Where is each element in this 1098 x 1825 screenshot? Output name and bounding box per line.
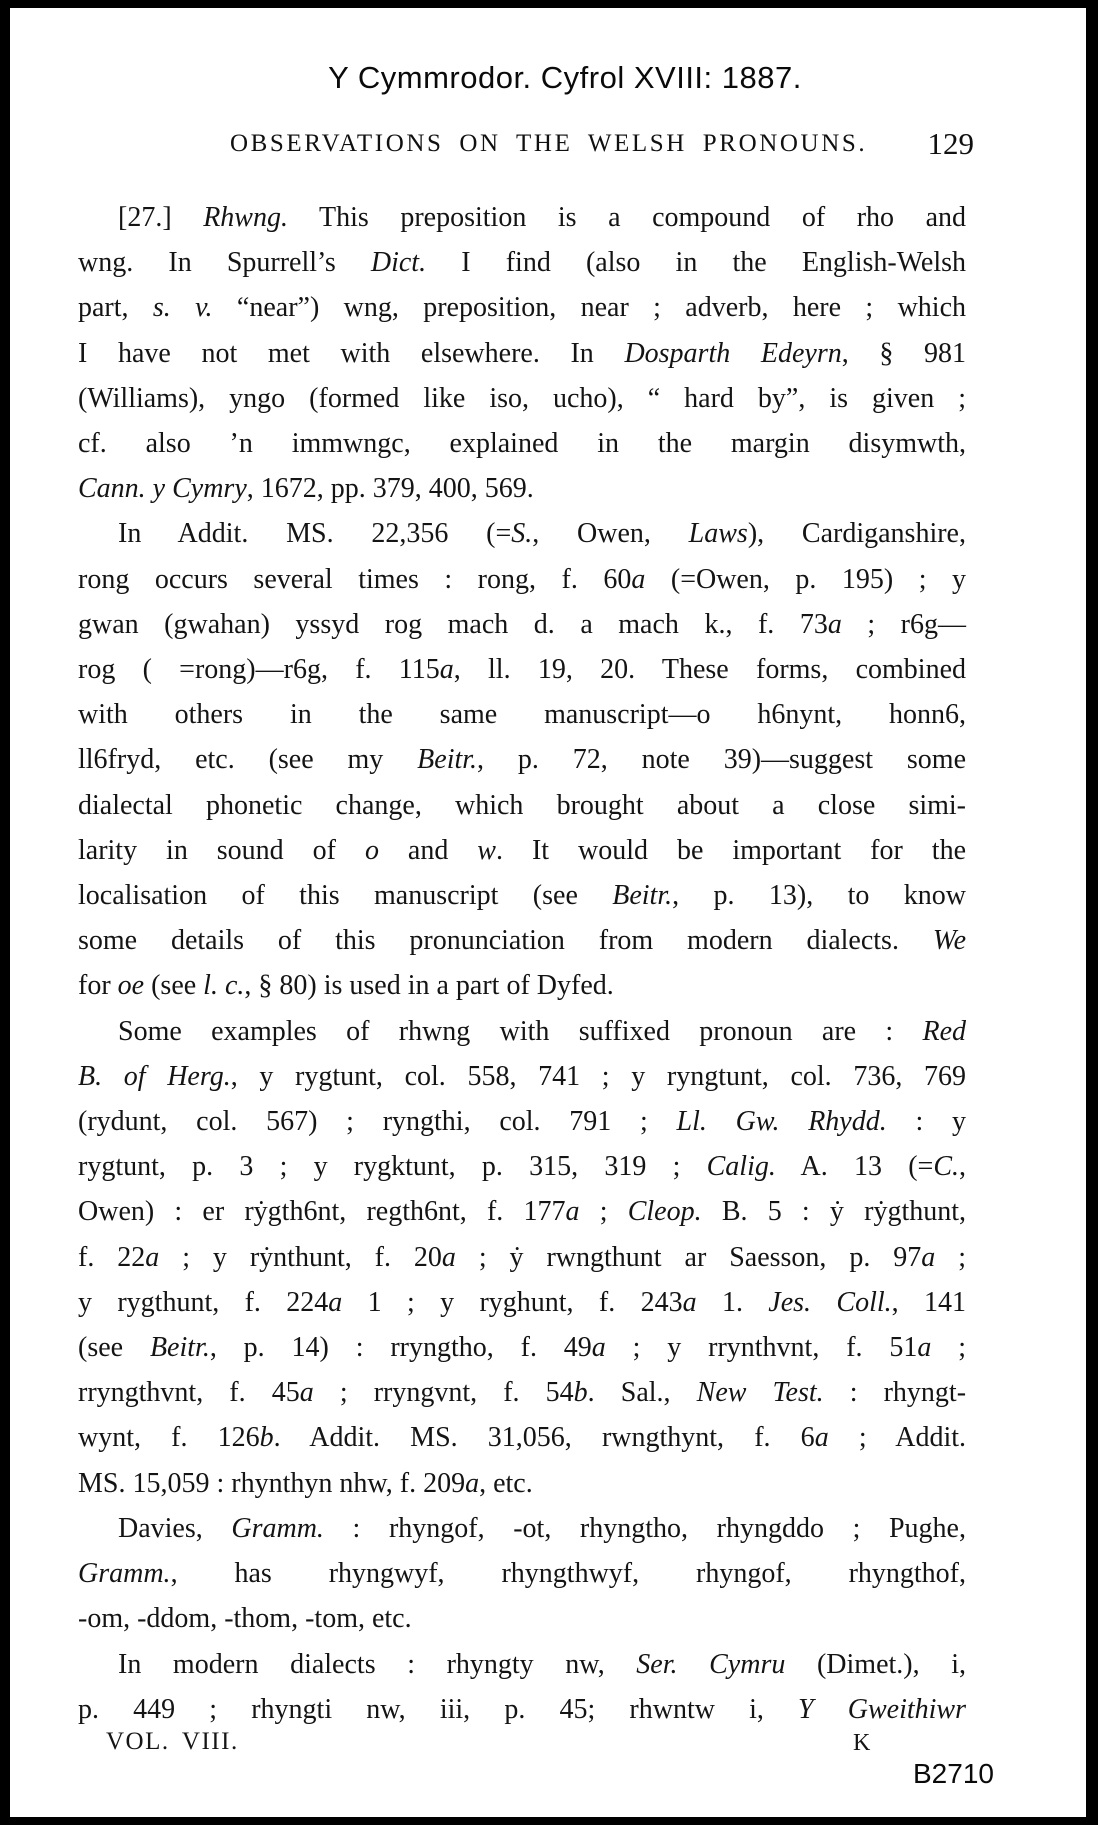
text-line: (see Beitr., p. 14) : rryngtho, f. 49a ; y rrynthvnt, f. 51a ; (78, 1332, 967, 1364)
paragraph (78, 511, 966, 1008)
text-line: gwan (gwahan) yssyd rog mach d. a mach k., f. 73a ; r6g— (78, 608, 966, 640)
text-line: rong occurs several times : rong, f. 60a (=Owen, p. 195) ; y (78, 563, 966, 595)
text-line: (Williams), yngo (formed like iso, ucho), “ hard by”, is given ; (78, 382, 966, 414)
text-line: y rygthunt, f. 224a 1 ; y ryghunt, f. 243a 1. Jes. Coll., 141 (78, 1286, 966, 1318)
text-line: larity in sound of o and w. It would be important for the (78, 834, 966, 866)
footer-volume: VOL. VIII. (106, 1728, 239, 1755)
text-line: part, s. v. “near”) wng, preposition, near ; adverb, here ; which (78, 292, 966, 324)
text-line: some details of this pronunciation from modern dialects. We (78, 925, 966, 957)
text-line: with others in the same manuscript—o h6nynt, honn6, (78, 699, 966, 731)
text-line: B. of Herg., y rygtunt, col. 558, 741 ; y ryngtunt, col. 736, 769 (78, 1060, 966, 1092)
text-line: In modern dialects : rhyngty nw, Ser. Cymru (Dimet.), i, (118, 1648, 966, 1680)
footer-row (78, 1728, 980, 1760)
text-line: MS. 15,059 : rhynthyn nhw, f. 209a, etc. (78, 1467, 533, 1499)
text-line: localisation of this manuscript (see Beitr., p. 13), to know (78, 880, 966, 912)
text-line: p. 449 ; rhyngti nw, iii, p. 45; rhwntw i, Y Gweithiwr (78, 1693, 966, 1725)
paragraph (78, 1009, 966, 1506)
text-line: Some examples of rhwng with suffixed pronoun are : Red (118, 1015, 966, 1047)
text-line: rog ( =rong)—r6g, f. 115a, ll. 19, 20. These forms, combined (78, 654, 966, 686)
running-head-row (78, 126, 980, 166)
page-number: 129 (927, 126, 974, 161)
collection-header: Y Cymmrodor. Cyfrol XVIII: 1887. (328, 60, 802, 95)
text-line: wynt, f. 126b. Addit. MS. 31,056, rwngthynt, f. 6a ; Addit. (78, 1422, 967, 1454)
paragraph (78, 1506, 966, 1642)
text-line: for oe (see l. c., § 80) is used in a part of Dyfed. (78, 970, 614, 1002)
text-line: [27.] Rhwng. This preposition is a compound of rho and (118, 202, 966, 233)
text-line: ll6fryd, etc. (see my Beitr., p. 72, note 39)—suggest some (78, 744, 966, 776)
text-line: wng. In Spurrell’s Dict. I find (also in the English-Welsh (78, 247, 966, 279)
text-line: I have not met with elsewhere. In Dosparth Edeyrn, § 981 (78, 337, 967, 369)
text-line: Davies, Gramm. : rhyngof, -ot, rhyngtho, rhyngddo ; Pughe, (118, 1512, 966, 1544)
text-line: f. 22a ; y rẏnthunt, f. 20a ; ẏ rwngthunt ar Saesson, p. 97a ; (78, 1241, 966, 1273)
text-line: cf. also ’n immwngc, explained in the margin disymwth, (78, 428, 966, 460)
text-line: rryngthvnt, f. 45a ; rryngvnt, f. 54b. Sal., New Test. : rhyngt- (78, 1377, 967, 1409)
footer-stamp: B2710 (913, 1758, 994, 1789)
paragraph (78, 1642, 966, 1732)
text-line: dialectal phonetic change, which brought about a close simi- (78, 789, 966, 821)
paragraph (78, 195, 966, 511)
text-line: Gramm., has rhyngwyf, rhyngthwyf, rhyngof, rhyngthof, (78, 1558, 966, 1590)
text-line: Owen) : er rẏgth6nt, regth6nt, f. 177a ; Cleop. B. 5 : ẏ rẏgthunt, (78, 1196, 966, 1228)
body-text (78, 195, 966, 1732)
running-head-title: OBSERVATIONS ON THE WELSH PRONOUNS. (230, 130, 868, 157)
text-line: Cann. y Cymry, 1672, pp. 379, 400, 569. (78, 473, 534, 505)
text-line: (rydunt, col. 567) ; ryngthi, col. 791 ; Ll. Gw. Rhydd. : y (78, 1106, 966, 1138)
text-line: -om, -ddom, -thom, -tom, etc. (78, 1603, 412, 1635)
text-line: In Addit. MS. 22,356 (=S., Owen, Laws), Cardiganshire, (118, 518, 966, 550)
book-page (10, 8, 1086, 1817)
text-line: rygtunt, p. 3 ; y rygktunt, p. 315, 319 ; Calig. A. 13 (=C., (78, 1151, 967, 1183)
footer-signature: K (853, 1730, 871, 1756)
